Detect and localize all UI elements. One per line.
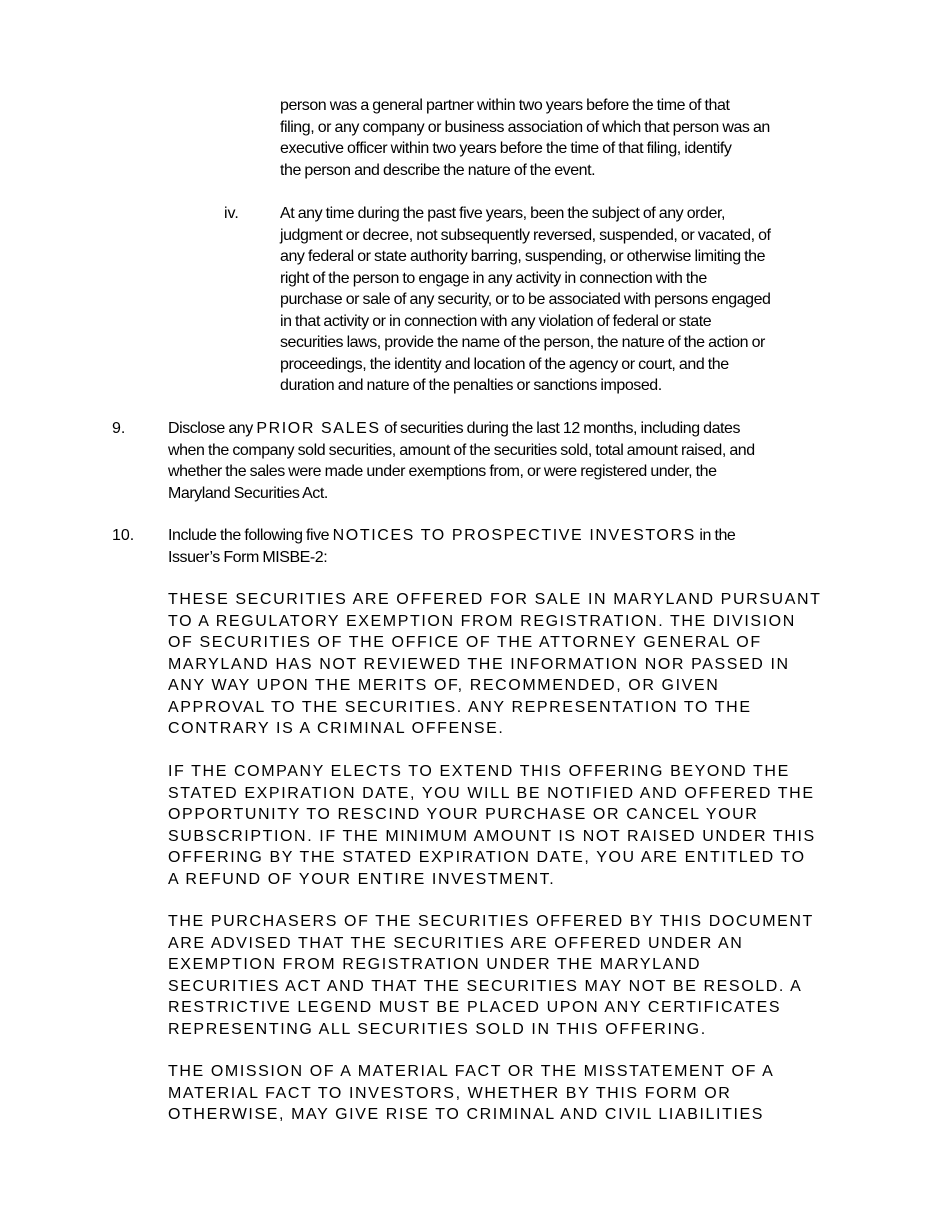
notice-line: THE OMISSION OF A MATERIAL FACT OR THE MISSTATEMENT OF A	[168, 1063, 775, 1080]
notice-line: OFFERING BY THE STATED EXPIRATION DATE, YOU ARE ENTITLED TO	[168, 849, 806, 866]
notice-line: OPPORTUNITY TO RESCIND YOUR PURCHASE OR CANCEL YOUR	[168, 806, 759, 823]
notice-line: ARE ADVISED THAT THE SECURITIES ARE OFFERED UNDER AN	[168, 935, 744, 952]
notice-line: CONTRARY IS A CRIMINAL OFFENSE.	[168, 720, 505, 737]
text-line: securities laws, provide the name of the person, the nature of the action or	[280, 334, 765, 351]
text-line: any federal or state authority barring, suspending, or otherwise limiting the	[280, 248, 766, 265]
text-line: person was a general partner within two years before the time of that	[280, 97, 730, 114]
text-line: when the company sold securities, amount of the securities sold, total amount raised, and	[168, 442, 755, 459]
text-line: At any time during the past five years, been the subject of any order,	[280, 205, 725, 222]
notices-term: NOTICES TO PROSPECTIVE INVESTORS	[332, 527, 696, 544]
notice-line: EXEMPTION FROM REGISTRATION UNDER THE MARYLAND	[168, 956, 702, 973]
text-line: proceedings, the identity and location of the agency or court, and the	[280, 356, 729, 373]
text-line: Issuer’s Form MISBE-2:	[168, 549, 328, 566]
notice-line: THE PURCHASERS OF THE SECURITIES OFFERED BY THIS DOCUMENT	[168, 913, 814, 930]
text-line	[168, 418, 740, 440]
item-10-suffix: in the	[695, 527, 736, 544]
notice-line: A REFUND OF YOUR ENTIRE INVESTMENT.	[168, 871, 556, 888]
text-line	[168, 525, 735, 547]
notice-line: REPRESENTING ALL SECURITIES SOLD IN THIS OFFERING.	[168, 1021, 707, 1038]
prior-sales-term: PRIOR SALES	[256, 420, 381, 437]
notice-line: OTHERWISE, MAY GIVE RISE TO CRIMINAL AND CIVIL LIABILITIES	[168, 1106, 765, 1123]
notice-line: IF THE COMPANY ELECTS TO EXTEND THIS OFFERING BEYOND THE	[168, 763, 790, 780]
text-line: right of the person to engage in any activity in connection with the	[280, 270, 707, 287]
notice-line: ANY WAY UPON THE MERITS OF, RECOMMENDED, OR GIVEN	[168, 677, 720, 694]
notice-line: TO A REGULATORY EXEMPTION FROM REGISTRATION. THE DIVISION	[168, 613, 796, 630]
text-line: in that activity or in connection with any violation of federal or state	[280, 313, 712, 330]
notice-line: SUBSCRIPTION. IF THE MINIMUM AMOUNT IS NOT RAISED UNDER THIS	[168, 828, 816, 845]
notice-line: STATED EXPIRATION DATE, YOU WILL BE NOTIFIED AND OFFERED THE	[168, 785, 815, 802]
notice-line: MATERIAL FACT TO INVESTORS, WHETHER BY THIS FORM OR	[168, 1085, 732, 1102]
notice-line: OF SECURITIES OF THE OFFICE OF THE ATTORNEY GENERAL OF	[168, 634, 762, 651]
item-10-prefix: Include the following five	[168, 527, 333, 544]
text-line: filing, or any company or business association of which that person was an	[280, 119, 770, 136]
text-line: duration and nature of the penalties or sanctions imposed.	[280, 377, 662, 394]
item-iv-marker: iv.	[224, 205, 239, 222]
item-9-suffix: of securities during the last 12 months, including dates	[380, 420, 741, 437]
item-10-marker: 10.	[112, 527, 135, 544]
notice-line: THESE SECURITIES ARE OFFERED FOR SALE IN MARYLAND PURSUANT	[168, 591, 822, 608]
notice-line: MARYLAND HAS NOT REVIEWED THE INFORMATION NOR PASSED IN	[168, 656, 790, 673]
item-9-marker: 9.	[112, 420, 126, 437]
text-line: Maryland Securities Act.	[168, 485, 328, 502]
text-line: the person and describe the nature of the event.	[280, 162, 596, 179]
notice-line: SECURITIES ACT AND THAT THE SECURITIES MAY NOT BE RESOLD. A	[168, 978, 803, 995]
text-line: judgment or decree, not subsequently reversed, suspended, or vacated, of	[280, 227, 771, 244]
notice-line: RESTRICTIVE LEGEND MUST BE PLACED UPON ANY CERTIFICATES	[168, 999, 782, 1016]
notice-line: APPROVAL TO THE SECURITIES. ANY REPRESENTATION TO THE	[168, 699, 752, 716]
text-line: executive officer within two years before the time of that filing, identify	[280, 140, 732, 157]
item-9-prefix: Disclose any	[168, 420, 257, 437]
text-line: whether the sales were made under exemptions from, or were registered under, the	[168, 463, 717, 480]
text-line: purchase or sale of any security, or to be associated with persons engaged	[280, 291, 771, 308]
